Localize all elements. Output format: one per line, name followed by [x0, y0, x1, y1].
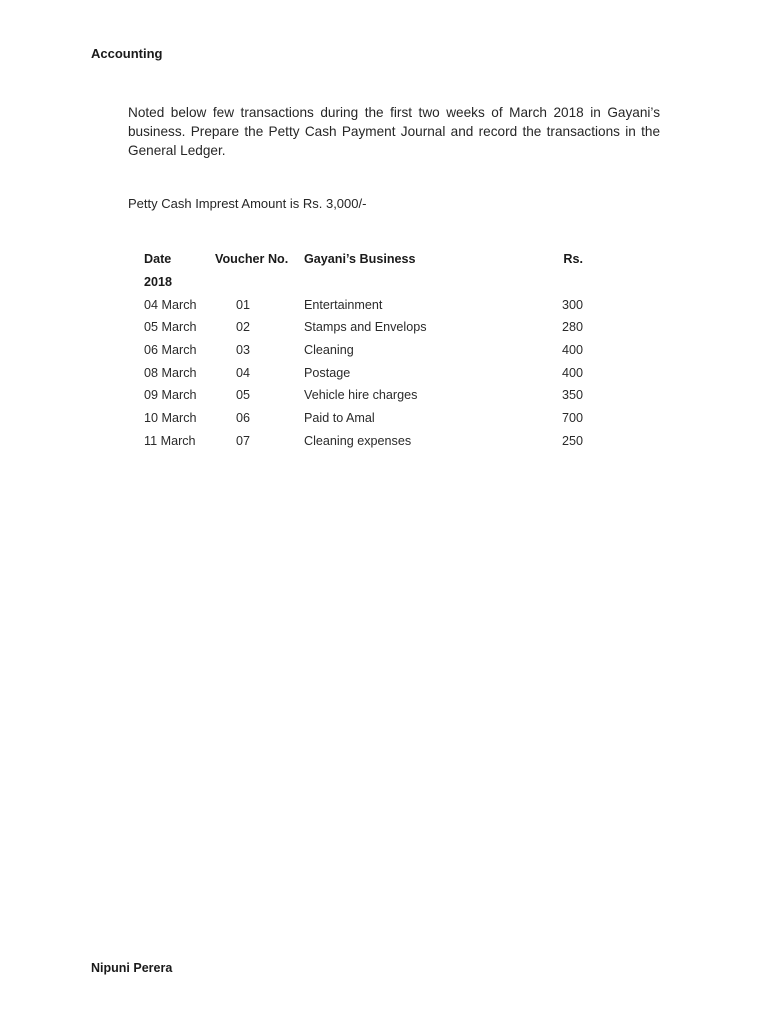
row-voucher: 05 [236, 388, 251, 403]
table-row [144, 384, 583, 407]
row-voucher: 01 [236, 297, 251, 312]
row-date: 06 March [144, 343, 197, 358]
row-amount: 300 [561, 297, 583, 312]
imprest-amount-text: Petty Cash Imprest Amount is Rs. 3,000/- [128, 196, 367, 211]
table-row [144, 339, 583, 362]
row-voucher: 03 [236, 343, 251, 358]
header-amount: Rs. [563, 252, 583, 267]
header-voucher-no: Voucher No. [215, 252, 289, 267]
row-date: 11 March [144, 433, 196, 448]
row-amount: 700 [561, 411, 583, 426]
page-footer-author: Nipuni Perera [91, 961, 173, 975]
transactions-table [144, 248, 583, 452]
page-header-title: Accounting [91, 46, 163, 61]
table-row [144, 407, 583, 430]
row-date: 08 March [144, 365, 197, 380]
document-body [128, 103, 660, 211]
row-amount: 250 [561, 433, 583, 448]
row-amount: 280 [561, 320, 583, 335]
table-year-row [144, 271, 583, 294]
row-date: 04 March [144, 297, 197, 312]
row-amount: 400 [561, 365, 583, 380]
table-row [144, 430, 583, 453]
row-voucher: 07 [236, 433, 251, 448]
row-amount: 350 [561, 388, 583, 403]
row-description: Cleaning expenses [304, 433, 412, 448]
header-business: Gayani’s Business [304, 252, 416, 267]
row-description: Entertainment [304, 297, 383, 312]
row-date: 05 March [144, 320, 197, 335]
row-description: Postage [304, 365, 351, 380]
table-header-row [144, 248, 583, 271]
row-description: Cleaning [304, 343, 354, 358]
row-date: 09 March [144, 388, 197, 403]
row-voucher: 06 [236, 411, 251, 426]
header-date: Date [144, 252, 172, 267]
row-voucher: 02 [236, 320, 251, 335]
table-row [144, 316, 583, 339]
intro-paragraph: Noted below few transactions during the first two weeks of March 2018 in Gayani’s business. Prepare the Petty Cash Payment Journal and record the transactions in the General Ledger. [128, 105, 660, 158]
row-voucher: 04 [236, 365, 251, 380]
row-description: Paid to Amal [304, 411, 375, 426]
year-label: 2018 [144, 275, 173, 290]
row-description: Vehicle hire charges [304, 388, 418, 403]
table-row [144, 361, 583, 384]
row-amount: 400 [561, 343, 583, 358]
row-date: 10 March [144, 411, 197, 426]
table-row [144, 293, 583, 316]
row-description: Stamps and Envelops [304, 320, 427, 335]
